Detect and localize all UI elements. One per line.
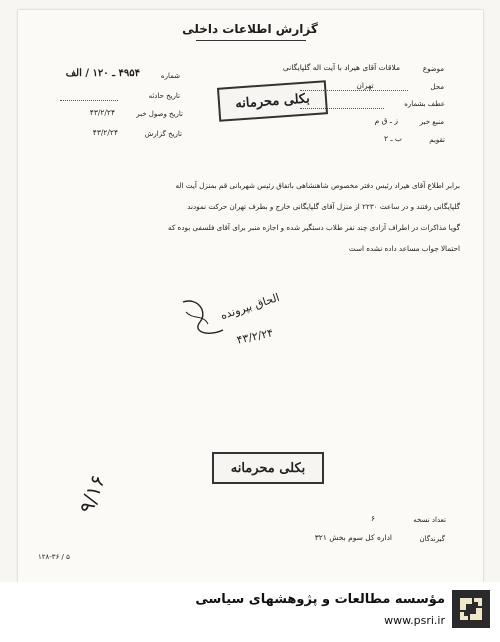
received-date-value: ۴۳/۲/۲۴ xyxy=(89,108,115,117)
watermark-band xyxy=(0,582,500,642)
signature-scribble-icon xyxy=(178,292,228,342)
body-line: گویا مذاکرات در اطراف آزادی چند نفر طلاب دستگیر شده و اجازه منبر برای آقای فلسفی بوده که xyxy=(168,223,460,232)
recipients-label: گیرندگان xyxy=(419,535,445,543)
report-date-label: تاریخ گزارش xyxy=(144,130,182,138)
subject-value: ملاقات آقای هیراد با آیت اله گلپایگانی xyxy=(282,63,400,72)
body-line: گلپایگانی رفتند و در ساعت ۲۲۳۰ از منزل آقای گلپایگانی خارج و بطرف تهران حرکت نمودند xyxy=(187,202,460,211)
received-date-label: تاریخ وصول خبر xyxy=(136,110,183,118)
report-title: گزارش اطلاعات داخلی xyxy=(182,22,318,36)
classification-stamp-bottom xyxy=(212,452,324,484)
title-underline xyxy=(196,40,306,41)
number-value: ۴۹۵۴ ـ ۱۲۰ / الف xyxy=(65,68,140,79)
institute-url: www.psri.ir xyxy=(384,614,445,627)
source-label: منبع خبر xyxy=(419,118,444,126)
report-date-value: ۴۳/۲/۲۴ xyxy=(92,128,118,137)
copies-value: ۶ xyxy=(370,514,376,523)
attachment-label: عطف بشماره xyxy=(404,100,445,108)
evaluation-label: تقویم xyxy=(429,136,445,144)
annotation-date: ۴۳/۲/۲۴ xyxy=(235,326,275,347)
institute-name: مؤسسه مطالعات و پژوهشهای سیاسی xyxy=(195,592,445,607)
subject-label: موضوع xyxy=(422,65,444,73)
copies-label: تعداد نسخه xyxy=(413,516,446,524)
source-value: ز ـ ق م xyxy=(374,116,398,125)
form-code: ۵ / ۱۲۸-۳۶ xyxy=(38,553,70,561)
event-date-label: تاریخ حادثه xyxy=(148,92,180,100)
body-line: برابر اطلاع آقای هیراد رئیس دفتر مخصوص شاهنشاهی باتفاق رئیس شهربانی قم بمنزل آیت اله xyxy=(175,181,460,190)
number-label: شماره xyxy=(160,72,180,80)
recipients-value: اداره کل سوم بخش ۳۲۱ xyxy=(314,533,392,542)
institute-logo-icon xyxy=(452,590,490,628)
stamp-text: بکلی محرمانه xyxy=(230,460,306,476)
handwritten-annotation: الحاق بپرونده xyxy=(218,290,282,323)
place-label: محل xyxy=(430,83,444,91)
body-line: احتمالا جواب مساعد داده نشده است xyxy=(348,244,460,253)
event-date-line xyxy=(60,100,118,101)
margin-note: ۹/۱۶ xyxy=(74,471,110,517)
evaluation-value: ب ـ ۲ xyxy=(383,134,402,143)
stamp-text: بکلی محرمانه xyxy=(234,90,311,112)
place-value: تهران xyxy=(356,81,374,90)
